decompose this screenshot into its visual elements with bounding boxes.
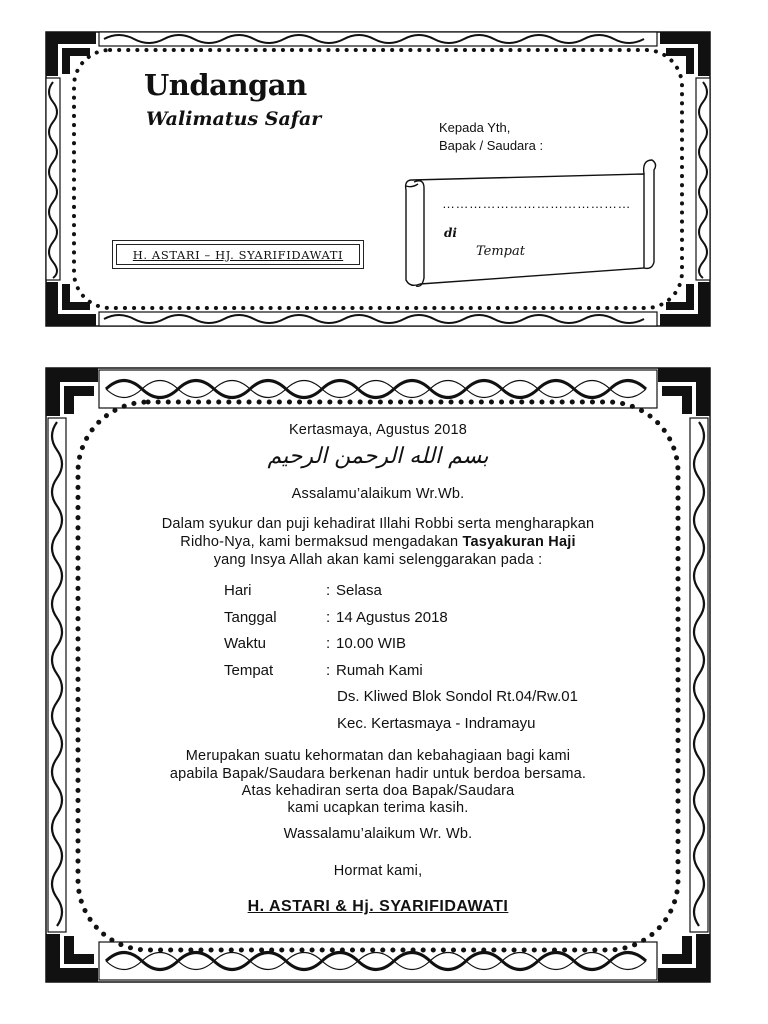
host-signature: H. ASTARI & Hj. SYARIFIDAWATI [247,898,509,915]
detail-colon: : [326,635,331,652]
invitation-card [44,366,712,984]
intro-line-2-text: Ridho-Nya, kami bermaksud mengadakan [180,534,463,550]
di-label: di [444,226,457,240]
place-date: Kertasmaya, Agustus 2018 [288,422,468,438]
recipient-name-blank: …………………………………… [442,196,631,211]
bismillah-calligraphy: بسم الله الرحمن الرحيم [267,444,489,469]
detail-colon: : [326,582,331,599]
detail-colon: : [326,609,331,626]
envelope-card [44,30,712,328]
intro-line-2 [44,534,712,550]
intro-line-3: yang Insya Allah akan kami selenggarakan pada : [213,552,543,568]
detail-value: 14 Agustus 2018 [336,609,448,626]
detail-label: Hari [224,582,252,599]
address-line-2: Kec. Kertasmaya - Indramayu [337,715,536,732]
salam-closing: Wassalamu’alaikum Wr. Wb. [283,826,473,842]
detail-value: Rumah Kami [336,662,423,679]
detail-colon: : [326,662,331,679]
recipient-label: Bapak / Saudara : [439,138,544,153]
detail-value: 10.00 WIB [336,635,407,652]
regards: Hormat kami, [333,863,423,879]
intro-line-1: Dalam syukur dan puji kehadirat Illahi Robbi serta mengharapkan [161,516,595,532]
host-names-box [112,240,364,269]
tempat-label: Tempat [476,244,525,259]
closing-line-1: Merupakan suatu kehormatan dan kebahagiaan bagi kami [185,748,571,764]
detail-label: Waktu [224,635,266,652]
greeting: Assalamu’alaikum Wr.Wb. [291,486,465,502]
invitation-title: Undangan [144,68,307,102]
recipient-heading: Kepada Yth, [439,120,511,135]
detail-label: Tanggal [224,609,277,626]
host-names: H. ASTARI – HJ. SYARIFIDAWATI [132,247,344,262]
address-line-1: Ds. Kliwed Blok Sondol Rt.04/Rw.01 [337,688,578,705]
closing-line-4: kami ucapkan terima kasih. [287,800,469,816]
closing-line-2: apabila Bapak/Saudara berkenan hadir untuk berdoa bersama. [169,766,587,782]
detail-value: Selasa [336,582,382,599]
event-name: Tasyakuran Haji [462,534,576,550]
invitation-subtitle: Walimatus Safar [146,108,322,130]
detail-label: Tempat [224,662,274,679]
closing-line-3: Atas kehadiran serta doa Bapak/Saudara [241,783,515,799]
